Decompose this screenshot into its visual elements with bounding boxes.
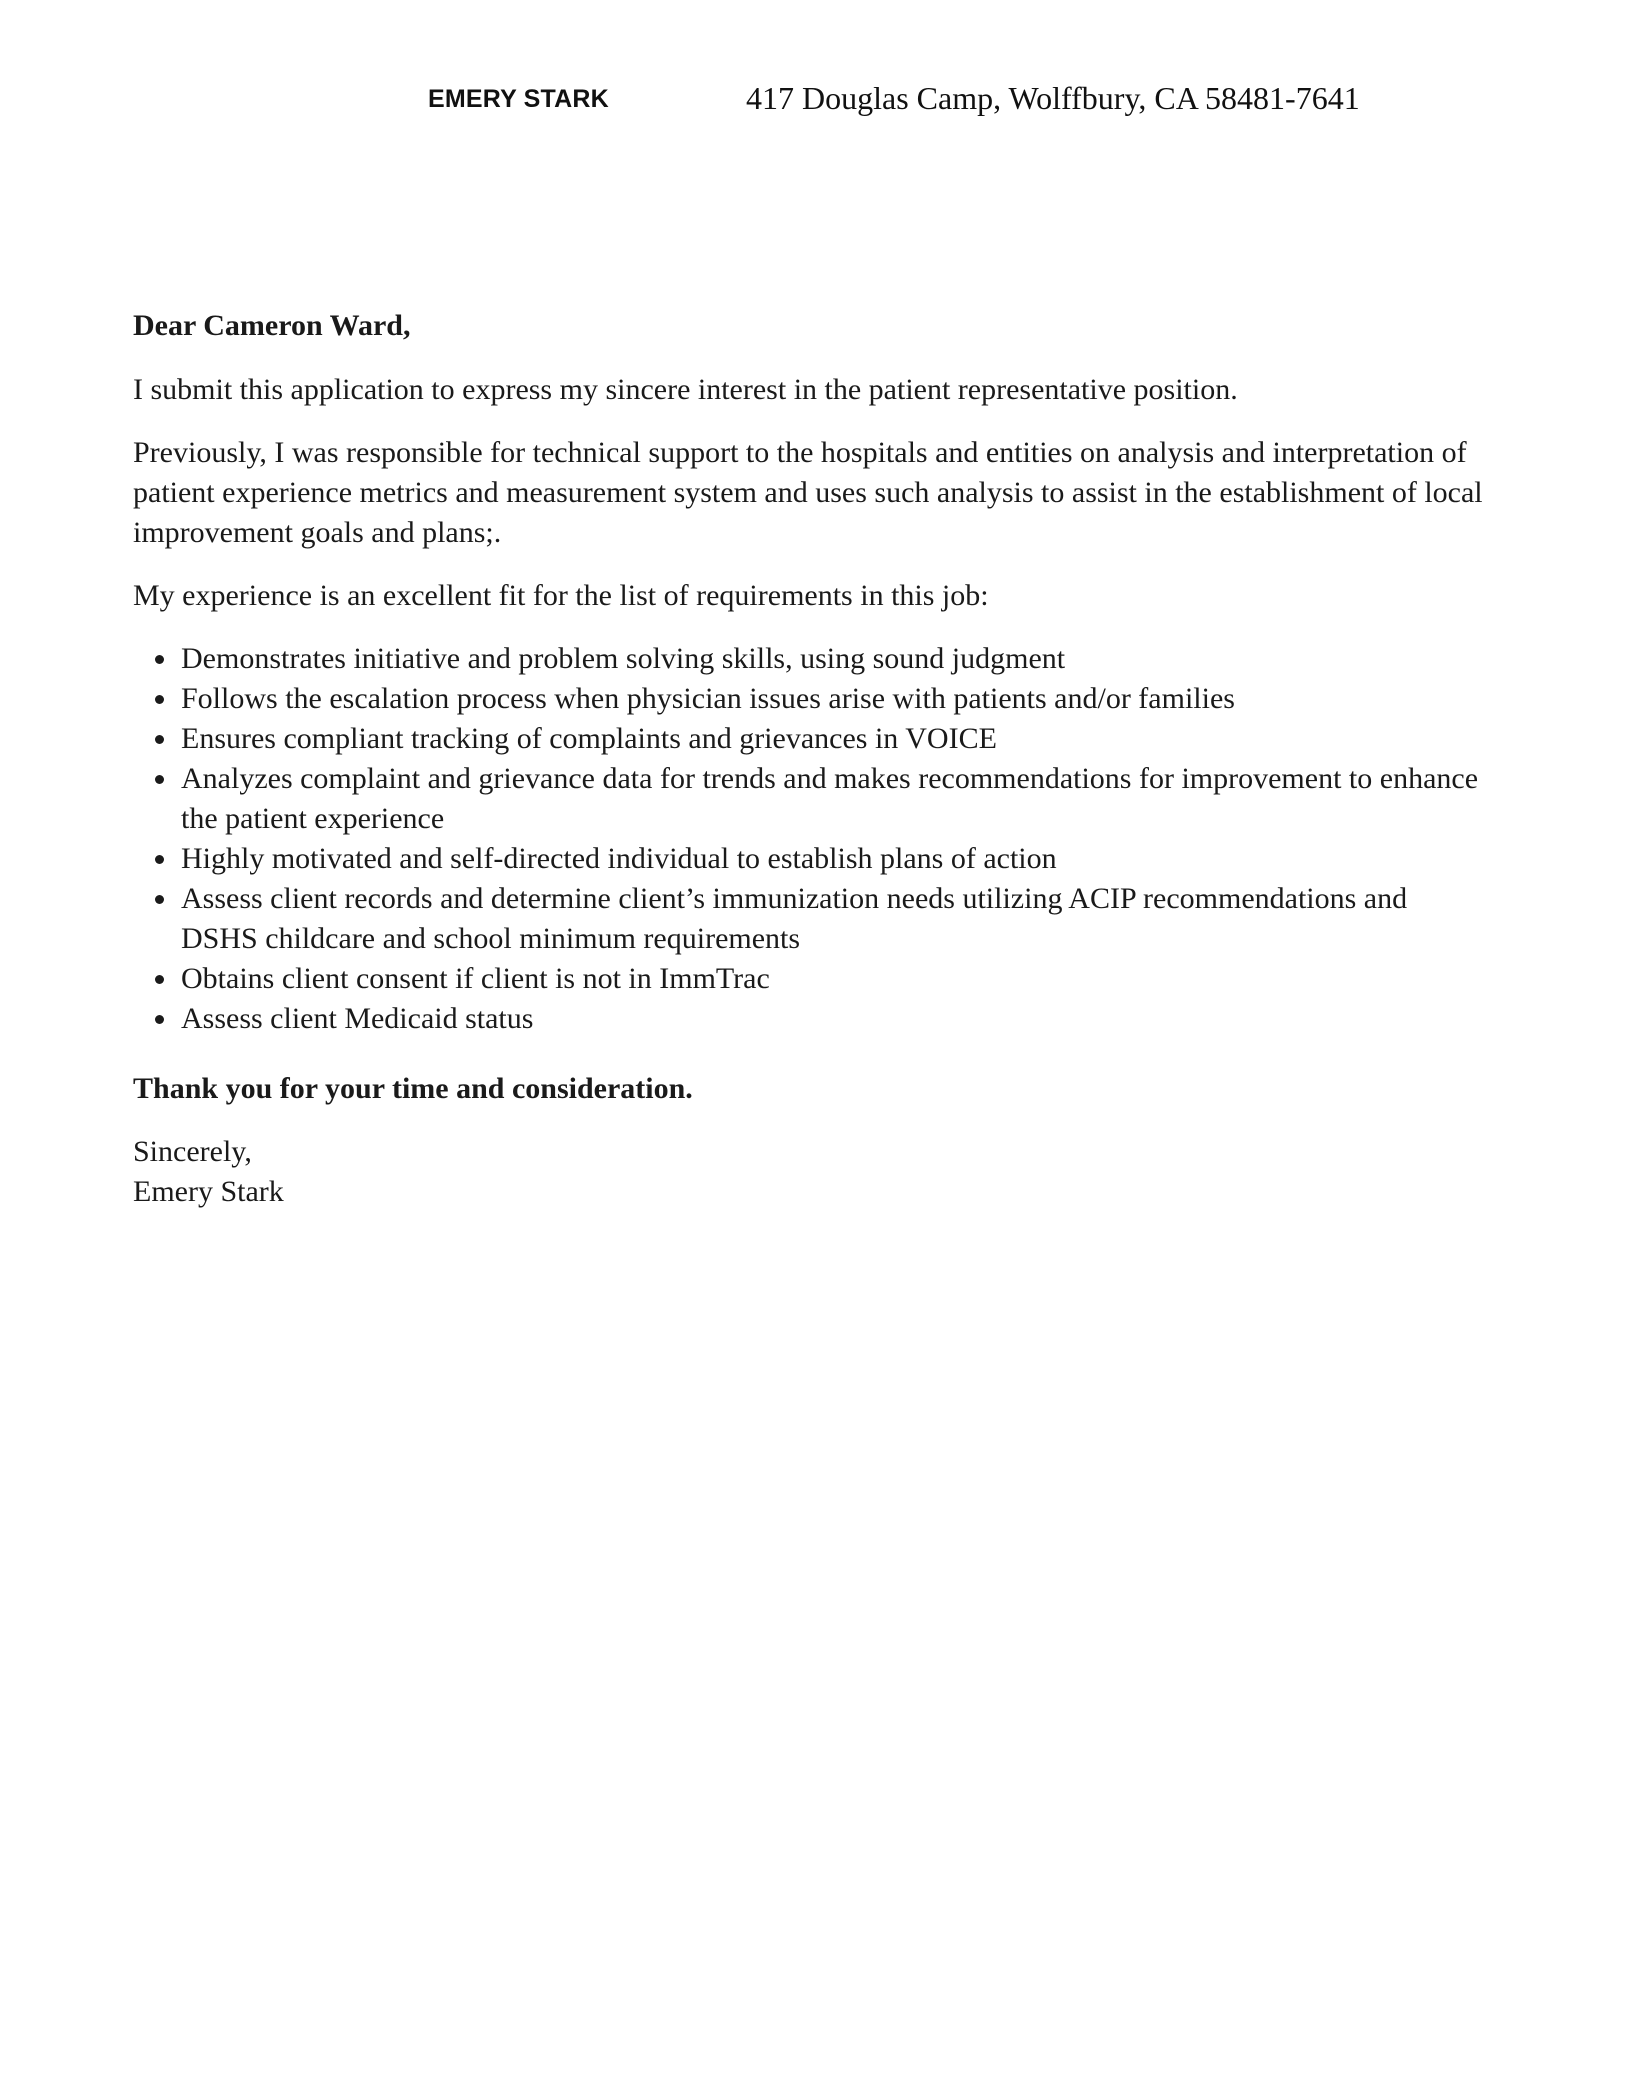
intro-paragraph: I submit this application to express my sincere interest in the patient representative position. (133, 373, 1238, 406)
list-item (133, 999, 1483, 1039)
list-item (133, 959, 1483, 999)
bullet-icon (155, 895, 164, 904)
bullet-icon (155, 1015, 164, 1024)
bullet-icon (155, 695, 164, 704)
list-item (133, 759, 1483, 839)
bullet-icon (155, 775, 164, 784)
list-item-text: Obtains client consent if client is not in ImmTrac (181, 962, 770, 995)
list-item-text: Ensures compliant tracking of complaints and grievances in VOICE (181, 722, 997, 755)
requirements-list (133, 639, 1483, 1039)
list-item (133, 679, 1483, 719)
list-item (133, 879, 1483, 959)
list-item (133, 639, 1483, 679)
experience-paragraph: Previously, I was responsible for technical support to the hospitals and entities on analysis and interpretation of patient experience metrics and measurement system and uses such analysis to assist in the establishment of local improvement goals and plans;. (133, 436, 1483, 549)
letter-body (133, 306, 1483, 1212)
bullet-icon (155, 655, 164, 664)
list-item-text: Assess client records and determine client’s immunization needs utilizing ACIP recommendations and DSHS childcare and school minimum requirements (181, 882, 1408, 955)
list-item-text: Assess client Medicaid status (181, 1002, 534, 1035)
bullet-icon (155, 735, 164, 744)
fit-intro-paragraph: My experience is an excellent fit for the list of requirements in this job: (133, 579, 989, 612)
bullet-icon (155, 855, 164, 864)
letterhead (0, 80, 1632, 120)
list-item-text: Analyzes complaint and grievance data for trends and makes recommendations for improvement to enhance the patient experience (181, 762, 1479, 835)
signoff: Sincerely, (133, 1135, 252, 1168)
sender-address: 417 Douglas Camp, Wolffbury, CA 58481-7641 (746, 80, 1360, 116)
salutation: Dear Cameron Ward, (133, 309, 411, 342)
list-item (133, 839, 1483, 879)
bullet-icon (155, 975, 164, 984)
signature-name: Emery Stark (133, 1175, 284, 1208)
list-item-text: Highly motivated and self-directed individual to establish plans of action (181, 842, 1057, 875)
closing-line: Thank you for your time and consideration. (133, 1072, 693, 1105)
list-item-text: Follows the escalation process when physician issues arise with patients and/or families (181, 682, 1235, 715)
list-item (133, 719, 1483, 759)
sender-name: EMERY STARK (428, 85, 609, 113)
list-item-text: Demonstrates initiative and problem solving skills, using sound judgment (181, 642, 1066, 675)
